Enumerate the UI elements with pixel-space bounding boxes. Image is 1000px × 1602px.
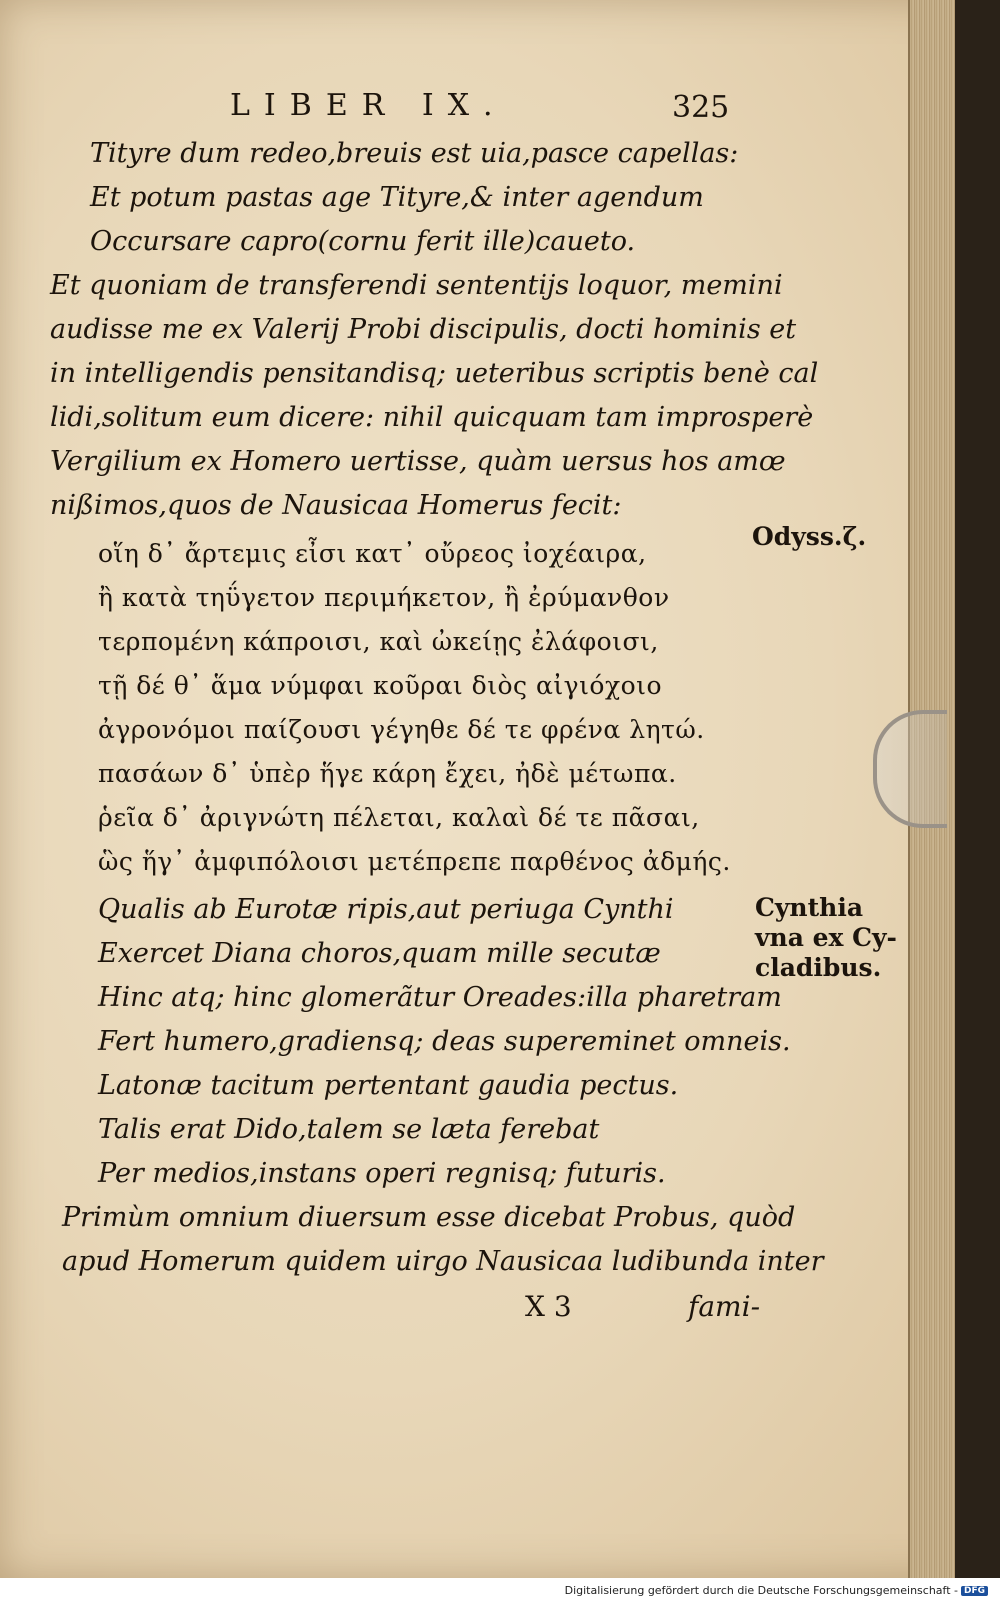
catchword: fami- [688, 1290, 761, 1323]
greek-verse-line: ῥεῖα δ᾽ ἀριγνώτη πέλεται, καλαὶ δέ τε πᾶσαι, [98, 803, 700, 832]
page-number: 325 [672, 90, 730, 125]
latin-verse-line: Talis erat Dido,talem se læta ferebat [98, 1114, 600, 1145]
prose-line: apud Homerum quidem uirgo Nausicaa ludibunda inter [62, 1246, 824, 1277]
funding-credit-text: Digitalisierung gefördert durch die Deutsche Forschungsgemeinschaft - [564, 1584, 958, 1597]
greek-verse-line: τῇ δέ θ᾽ ἅμα νύμφαι κοῦραι διὸς αἰγιόχοιο [98, 671, 663, 700]
prose-line: in intelligendis pensitandisq; ueteribus scriptis benè cal [50, 358, 819, 389]
verse-line: Tityre dum redeo,breuis est uia,pasce capellas: [90, 138, 739, 169]
greek-verse-line: πασάων δ᾽ ὑπὲρ ἥγε κάρη ἔχει, ἠδὲ μέτωπα. [98, 759, 677, 788]
prose-line: Et quoniam de transferendi sententijs loquor, memini [50, 270, 783, 301]
latin-verse-line: Exercet Diana choros,quam mille secutæ [98, 938, 661, 969]
signature-mark: X 3 [525, 1290, 572, 1323]
greek-verse-line: ἀγρονόμοι παίζουσι γέγηθε δέ τε φρένα λητώ. [98, 715, 705, 744]
greek-verse-line: τερπομένη κάπροισι, καὶ ὠκείῃς ἐλάφοισι, [98, 627, 659, 656]
running-head: LIBER IX. [230, 88, 507, 123]
latin-verse-line: Latonæ tacitum pertentant gaudia pectus. [98, 1070, 679, 1101]
dfg-logo-icon: DFG [961, 1586, 988, 1596]
prose-paragraph-2 [50, 1196, 824, 1284]
verse-line: Et potum pastas age Tityre,& inter agendum [90, 182, 704, 213]
prose-line: audisse me ex Valerij Probi discipulis, docti hominis et [50, 314, 797, 345]
verse-line: Occursare capro(cornu ferit ille)caueto. [90, 226, 636, 257]
verse-quotation-1 [50, 132, 760, 264]
prose-line: nißimos,quos de Nausicaa Homerus fecit: [50, 490, 622, 521]
latin-verse-line: Qualis ab Eurotæ ripis,aut periuga Cynthi [98, 894, 674, 925]
latin-verse-line: Hinc atq; hinc glomerãtur Oreades:illa pharetram [98, 982, 782, 1013]
margin-note-line: vna ex Cy- [755, 923, 897, 952]
prose-line: Vergilium ex Homero uertisse, quàm uersus hos amœ [50, 446, 786, 477]
latin-verse-quotation [50, 888, 791, 1196]
book-clasp [873, 710, 947, 828]
greek-verse-line: ἢ κατὰ τηΰγετον περιμήκετον, ἢ ἐρύμανθον [98, 583, 670, 612]
greek-verse-line: ὣς ἥγ᾽ ἀμφιπόλοισι μετέπρεπε παρθένος ἀδμής. [98, 847, 731, 876]
latin-verse-line: Fert humero,gradiensq; deas supereminet omneis. [98, 1026, 791, 1057]
margin-note-line: Cynthia [755, 893, 864, 922]
prose-line: lidi,solitum eum dicere: nihil quicquam tam improsperè [50, 402, 814, 433]
margin-note-cynthia [755, 893, 897, 983]
prose-paragraph-1 [50, 264, 819, 528]
latin-verse-line: Per medios,instans operi regnisq; futuris. [98, 1158, 666, 1189]
prose-line: Primùm omnium diuersum esse dicebat Probus, quòd [62, 1202, 796, 1233]
margin-note-line: cladibus. [755, 953, 882, 982]
margin-note-odyssey: Odyss.ζ. [752, 522, 867, 551]
greek-verse-quotation [50, 532, 760, 884]
greek-verse-line: οἵη δ᾽ ἄρτεμις εἶσι κατ᾽ οὔρεος ἰοχέαιρα, [98, 539, 647, 568]
funding-credit [565, 1584, 988, 1597]
